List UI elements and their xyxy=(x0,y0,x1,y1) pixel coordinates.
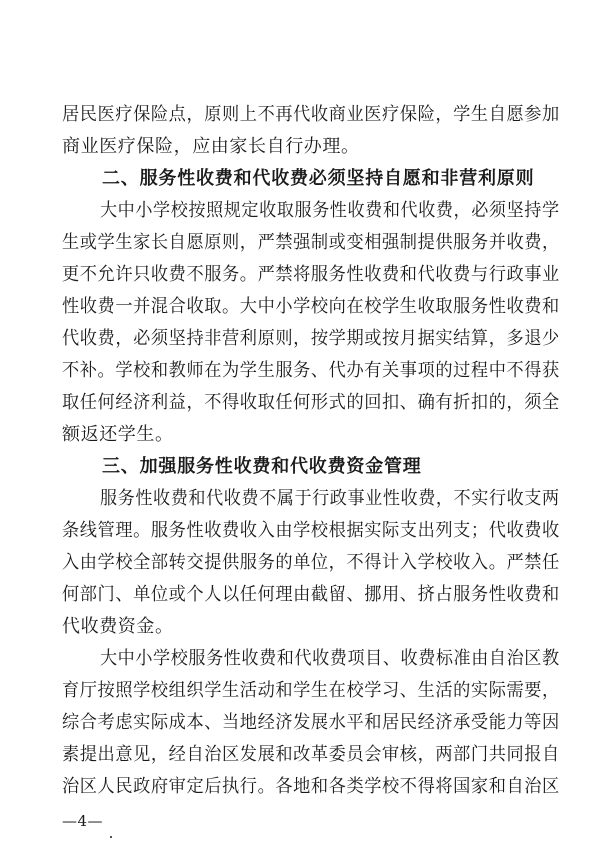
body-line-5: 更不允许只收费不服务。严禁将服务性收费和代收费与行政事业 xyxy=(62,264,560,285)
body-line-8: 不补。学校和教师在为学生服务、代办有关事项的过程中不得获 xyxy=(62,360,560,381)
body-line-19: 素提出意见，经自治区发展和改革委员会审核，两部门共同报自 xyxy=(62,744,560,765)
body-line-13: 入由学校全部转交提供服务的单位，不得计入学校收入。严禁任 xyxy=(62,552,560,573)
body-line-11: 服务性收费和代收费不属于行政事业性收费，不实行收支两 xyxy=(100,488,560,509)
body-line-2: 商业医疗保险，应由家长自行办理。 xyxy=(62,136,360,157)
body-line-15: 代收费资金。 xyxy=(62,616,174,637)
body-line-16: 大中小学校服务性收费和代收费项目、收费标准由自治区教 xyxy=(100,648,560,669)
section-heading-3: 三、加强服务性收费和代收费资金管理 xyxy=(102,456,422,477)
body-line-9: 取任何经济利益，不得收取任何形式的回扣、确有折扣的，须全 xyxy=(62,392,560,413)
body-line-10: 额返还学生。 xyxy=(62,424,174,445)
body-line-6: 性收费一并混合收取。大中小学校向在校学生收取服务性收费和 xyxy=(62,296,560,317)
body-line-1: 居民医疗保险点，原则上不再代收商业医疗保险，学生自愿参加 xyxy=(62,104,560,125)
scan-speck xyxy=(110,836,112,838)
body-line-17: 育厅按照学校组织学生活动和学生在校学习、生活的实际需要， xyxy=(62,680,560,701)
page-number: —4— xyxy=(62,812,104,830)
body-line-3: 大中小学校按照规定收取服务性收费和代收费，必须坚持学 xyxy=(100,200,560,221)
body-line-12: 条线管理。服务性收费收入由学校根据实际支出列支；代收费收 xyxy=(62,520,560,541)
section-heading-2: 二、服务性收费和代收费必须坚持自愿和非营利原则 xyxy=(102,168,535,189)
body-line-4: 生或学生家长自愿原则，严禁强制或变相强制提供服务并收费， xyxy=(62,232,560,253)
body-line-7: 代收费，必须坚持非营利原则，按学期或按月据实结算，多退少 xyxy=(62,328,560,349)
body-line-18: 综合考虑实际成本、当地经济发展水平和居民经济承受能力等因 xyxy=(62,712,560,733)
body-line-14: 何部门、单位或个人以任何理由截留、挪用、挤占服务性收费和 xyxy=(62,584,560,605)
body-line-20: 治区人民政府审定后执行。各地和各类学校不得将国家和自治区 xyxy=(62,776,560,797)
